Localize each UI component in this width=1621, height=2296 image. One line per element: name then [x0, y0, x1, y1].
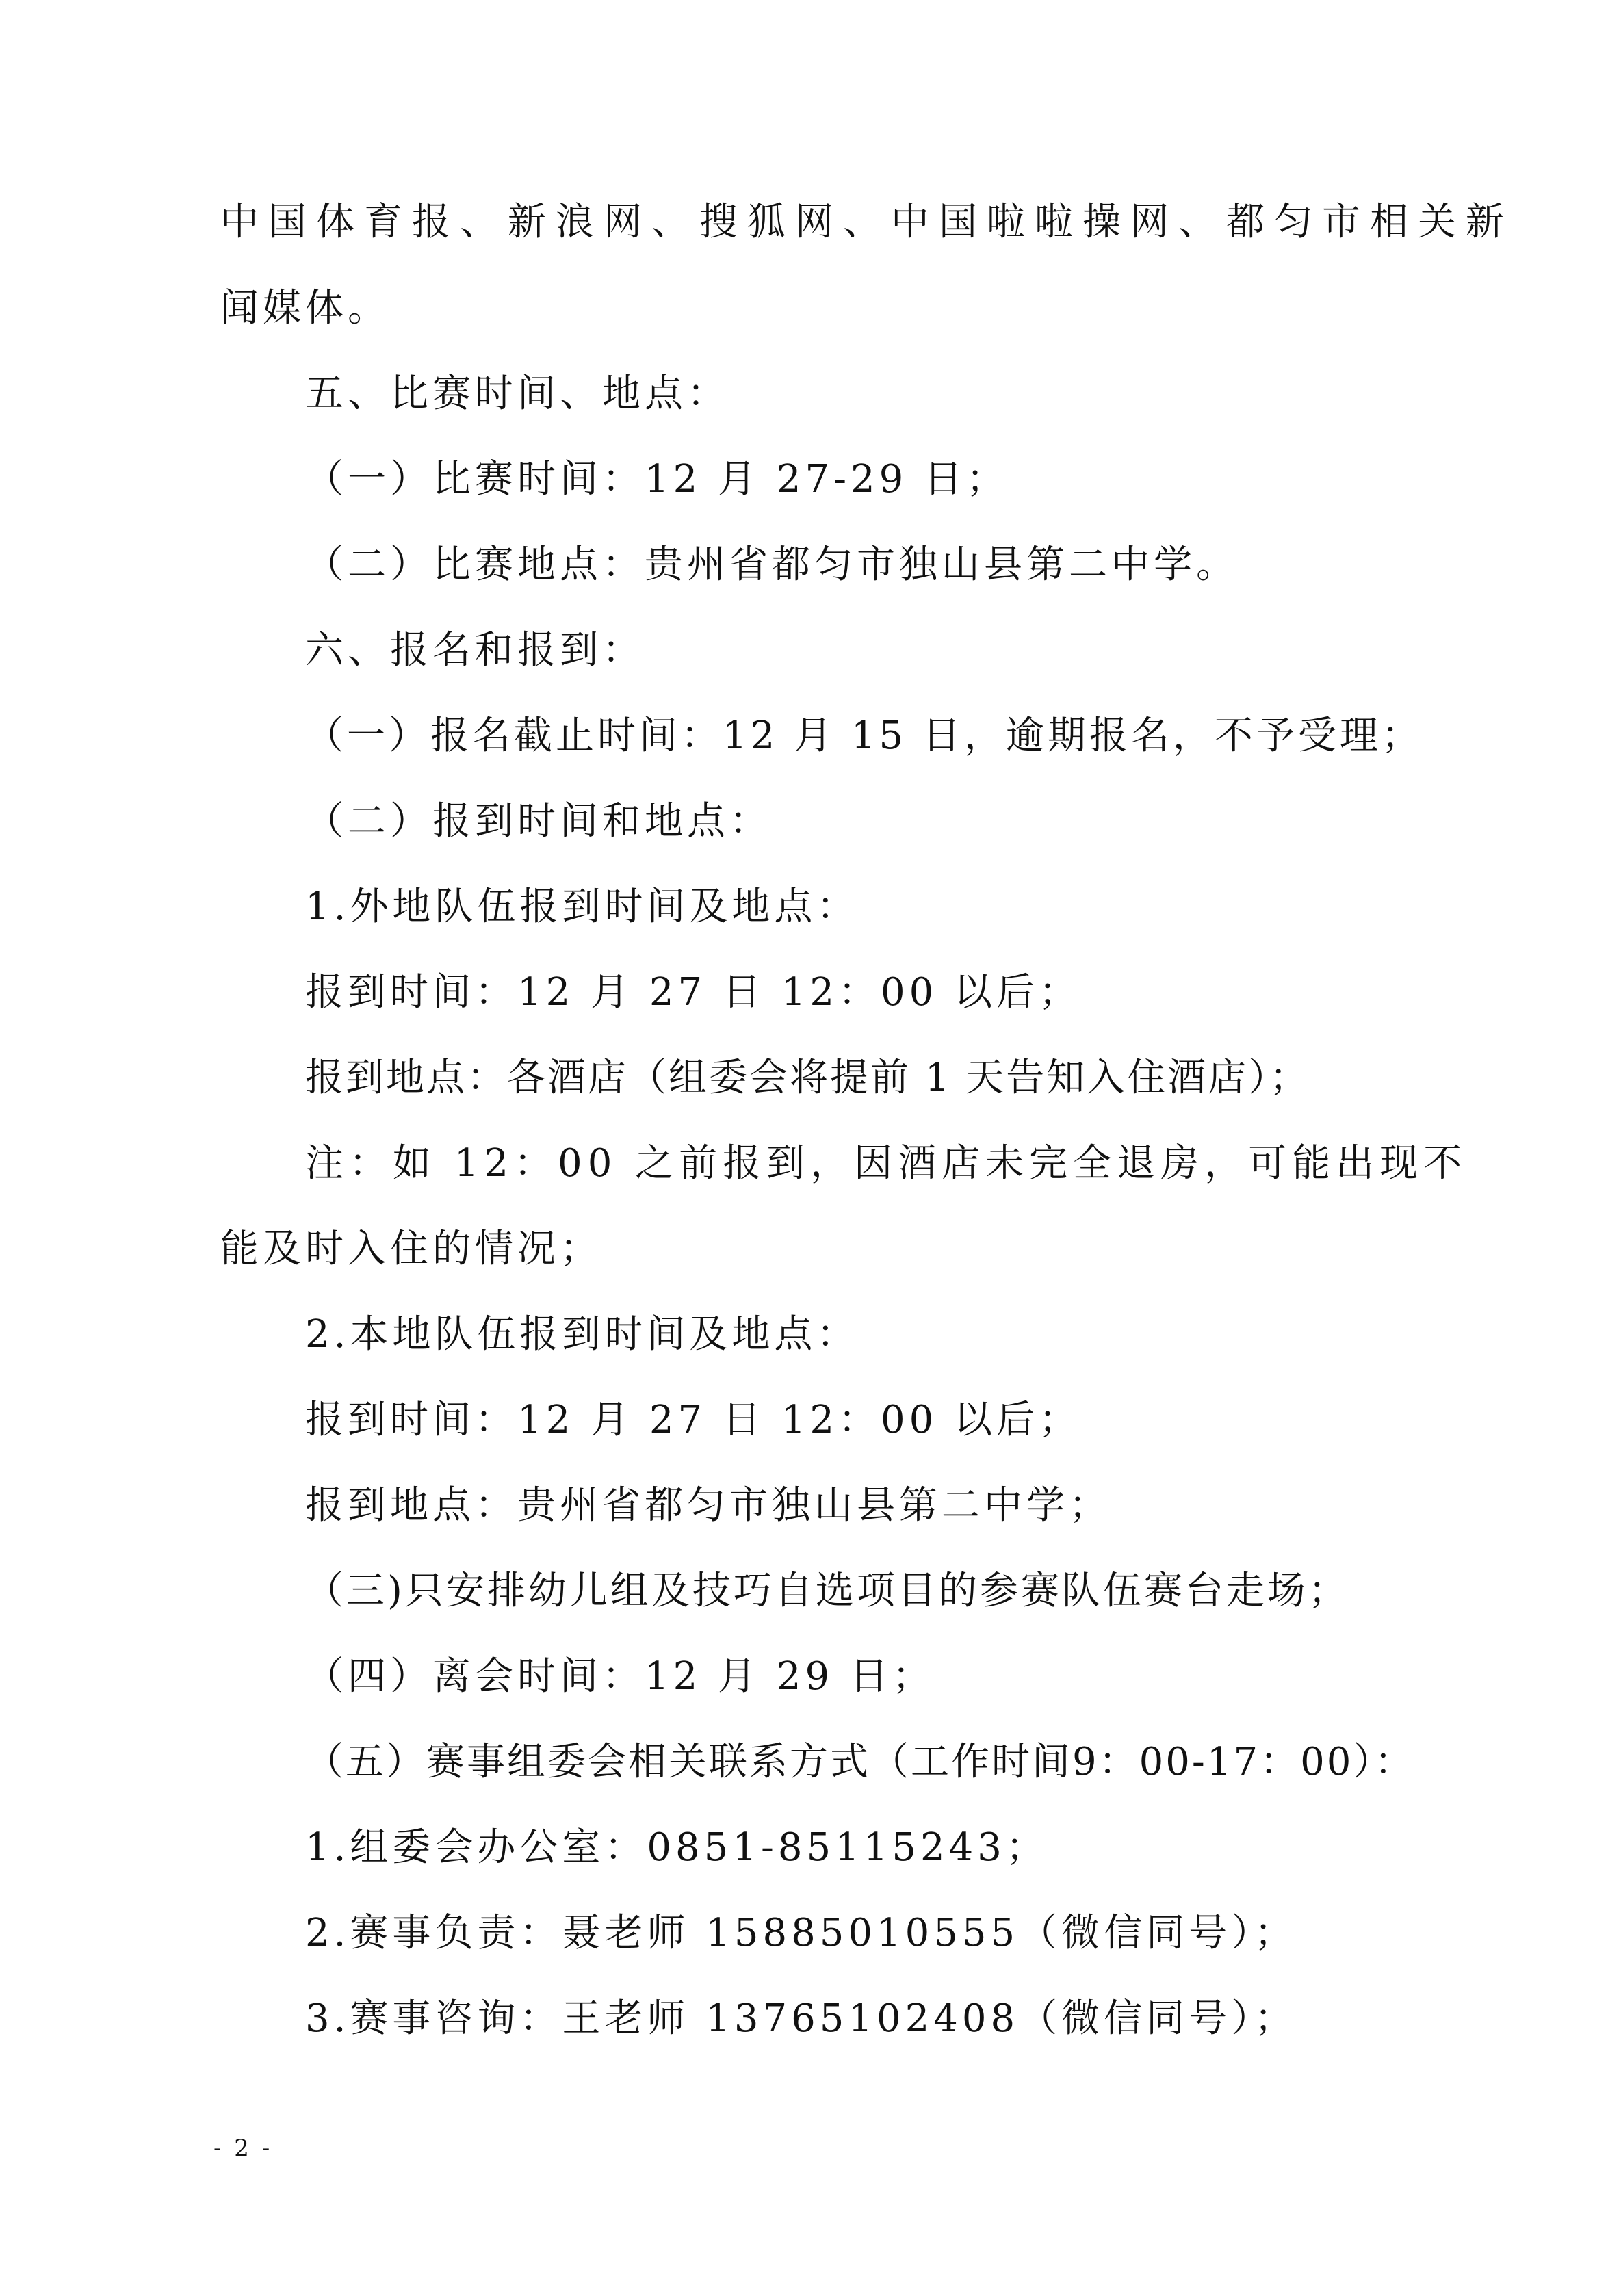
text-line: （二）报到时间和地点：	[305, 799, 772, 844]
text-line: 注：如 12：00 之前报到，因酒店未完全退房，可能出现不	[305, 1141, 1468, 1186]
text-line: （一）报名截止时间：12 月 15 日，逾期报名，不予受理；	[305, 714, 1423, 758]
text-line: 中国体育报、新浪网、搜狐网、中国啦啦操网、都匀市相关新	[220, 200, 1514, 244]
page-number: - 2 -	[213, 2135, 273, 2162]
text-line: 报到时间：12 月 27 日 12：00 以后；	[305, 970, 1082, 1015]
text-line: （一）比赛时间：12 月 27-29 日；	[305, 457, 1009, 501]
text-line: 1.外地队伍报到时间及地点：	[305, 885, 859, 929]
section-heading: 五、比赛时间、地点：	[305, 371, 729, 416]
text-line: 闻媒体。	[220, 286, 390, 330]
text-line: 3.赛事咨询：王老师 13765102408（微信同号）；	[305, 1996, 1297, 2041]
text-line: （二）比赛地点：贵州省都匀市独山县第二中学。	[305, 543, 1239, 587]
text-line: （四）离会时间：12 月 29 日；	[305, 1654, 935, 1699]
text-line: 2.本地队伍报到时间及地点：	[305, 1312, 859, 1357]
text-line: 能及时入住的情况；	[220, 1227, 602, 1271]
section-heading: 六、报名和报到：	[305, 628, 645, 673]
text-line: 报到地点：各酒店（组委会将提前 1 天告知入住酒店）；	[305, 1056, 1310, 1100]
text-line: 报到地点：贵州省都匀市独山县第二中学；	[305, 1483, 1111, 1528]
text-line: 1.组委会办公室：0851-85115243；	[305, 1825, 1048, 1870]
text-line: （五）赛事组委会相关联系方式（工作时间9：00-17：00）：	[305, 1740, 1415, 1784]
text-line: 报到时间：12 月 27 日 12：00 以后；	[305, 1398, 1082, 1442]
text-line: （三)只安排幼儿组及技巧自选项目的参赛队伍赛台走场；	[305, 1569, 1349, 1613]
text-line: 2.赛事负责：聂老师 15885010555（微信同号）；	[305, 1911, 1297, 1955]
